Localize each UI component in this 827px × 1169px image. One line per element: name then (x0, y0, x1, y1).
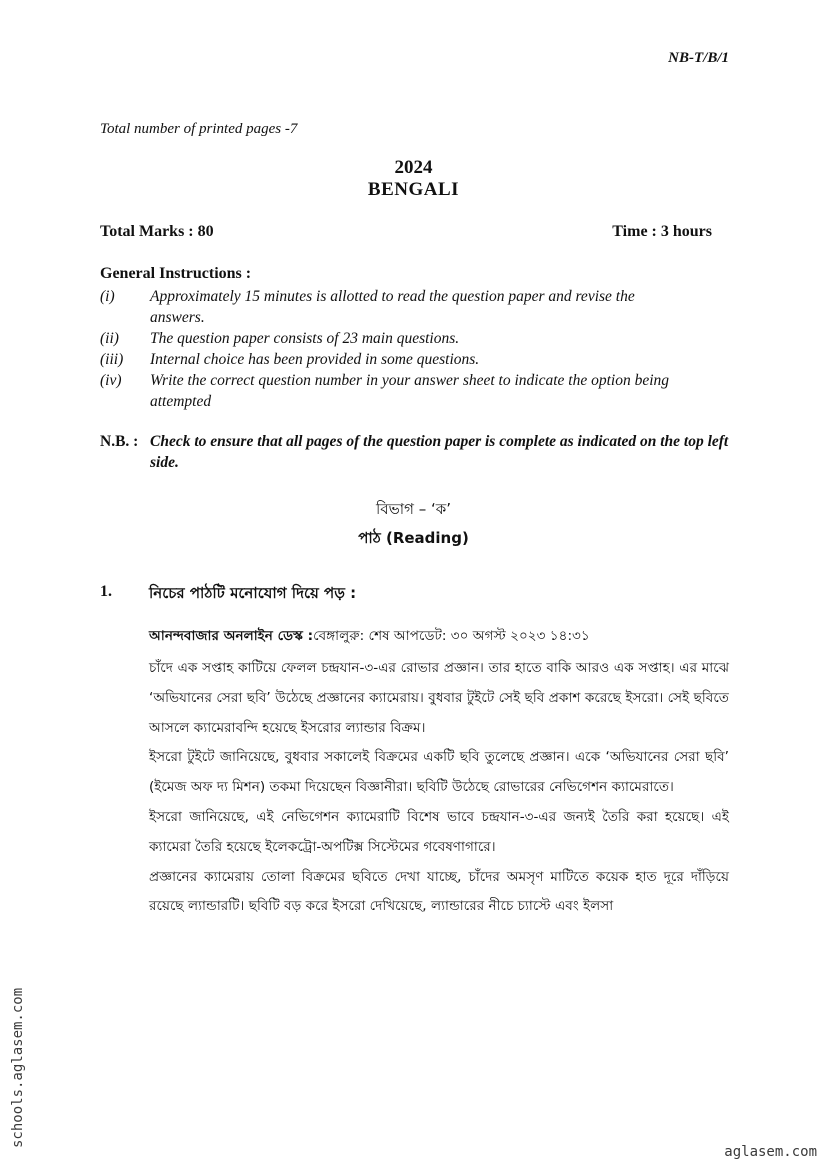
passage-paragraph: ইসরো টুইটে জানিয়েছে, বুধবার সকালেই বিক্রমের একটি ছবি তুলেছে প্রজ্ঞান। একে ‘অভিযানের সেরা ছবি’ (ইমেজ অফ দ্য মিশন) তকমা দিয়েছেন বিজ্ঞানীরা। ছবিটি উঠেছে রোভারের নেভিগেশন ক্যামেরাতে। (149, 749, 729, 796)
instruction-item (100, 328, 740, 349)
side-watermark: schools.aglasem.com (10, 987, 26, 1148)
exam-time: Time : 3 hours (612, 223, 712, 240)
section-subtitle: পাঠ (Reading) (358, 529, 469, 547)
nb-note (100, 431, 740, 473)
instruction-number: (i) (100, 288, 115, 305)
total-marks: Total Marks : 80 (100, 223, 214, 240)
instruction-text: Internal choice has been provided in some questions. (150, 351, 480, 368)
passage-paragraph: প্রজ্ঞানের ক্যামেরায় তোলা বিক্রমের ছবিতে দেখা যাচ্ছে, চাঁদের অমসৃণ মাটিতে কয়েক হাত দূরে দাঁড়িয়ে রয়েছে ল্যান্ডারটি। ছবিটি বড় করে ইসরো দেখিয়েছে, ল্যান্ডারের নীচে চ্যাস্টে এবং ইলসা (149, 868, 729, 915)
instruction-item (100, 286, 740, 328)
instruction-number: (ii) (100, 330, 119, 347)
instruction-number: (iii) (100, 351, 124, 368)
instructions-title: General Instructions : (100, 265, 252, 282)
bottom-watermark: aglasem.com (724, 1144, 817, 1160)
paper-code: NB-T/B/1 (668, 50, 729, 66)
exam-year: 2024 (394, 157, 433, 178)
instruction-text: Approximately 15 minutes is allotted to read the question paper and revise the answers. (150, 288, 635, 326)
nb-text: Check to ensure that all pages of the question paper is complete as indicated on the top left side. (150, 433, 729, 471)
question-prompt: নিচের পাঠটি মনোযোগ দিয়ে পড় : (149, 584, 357, 602)
section-title: বিভাগ – ‘ক’ (375, 500, 452, 518)
instruction-text: The question paper consists of 23 main questions. (150, 330, 460, 347)
instruction-number: (iv) (100, 372, 122, 389)
source-publisher: আনন্দবাজার অনলাইন ডেস্ক : (149, 628, 314, 644)
instruction-item (100, 349, 740, 370)
passage-paragraph: চাঁদে এক সপ্তাহ কাটিয়ে ফেলল চন্দ্রযান-৩-এর রোভার প্রজ্ঞান। তার হাতে বাকি আরও এক সপ্তাহ। এর মাঝে ‘অভিযানের সেরা ছবি’ উঠেছে প্রজ্ঞানের ক্যামেরায়। বুধবার টুইটে সেই ছবি প্রকাশ করেছে ইসরো। সেই ছবিতে আসলে ক্যামেরাবন্দি হয়েছে ইসরোর ল্যান্ডার বিক্রম। (149, 660, 729, 736)
reading-passage (149, 654, 729, 922)
instruction-item (100, 370, 740, 412)
source-dateline: বেঙ্গালুরু: শেষ আপডেট: ৩০ অগস্ট ২০২৩ ১৪:৩১ (313, 628, 590, 644)
subject-title: BENGALI (367, 179, 460, 200)
instruction-text: Write the correct question number in your answer sheet to indicate the option being attempted (150, 372, 670, 410)
printed-pages-note: Total number of printed pages -7 (100, 121, 298, 137)
question-number: 1. (100, 583, 112, 600)
source-line (149, 625, 729, 648)
passage-paragraph: ইসরো জানিয়েছে, এই নেভিগেশন ক্যামেরাটি বিশেষ ভাবে চন্দ্রযান-৩-এর জন্যই তৈরি করা হয়েছে। এই ক্যামেরা তৈরি হয়েছে ইলেকট্রো-অপটিক্স সিস্টেমের গবেষণাগারে। (149, 808, 729, 855)
nb-label: N.B. : (100, 433, 139, 450)
